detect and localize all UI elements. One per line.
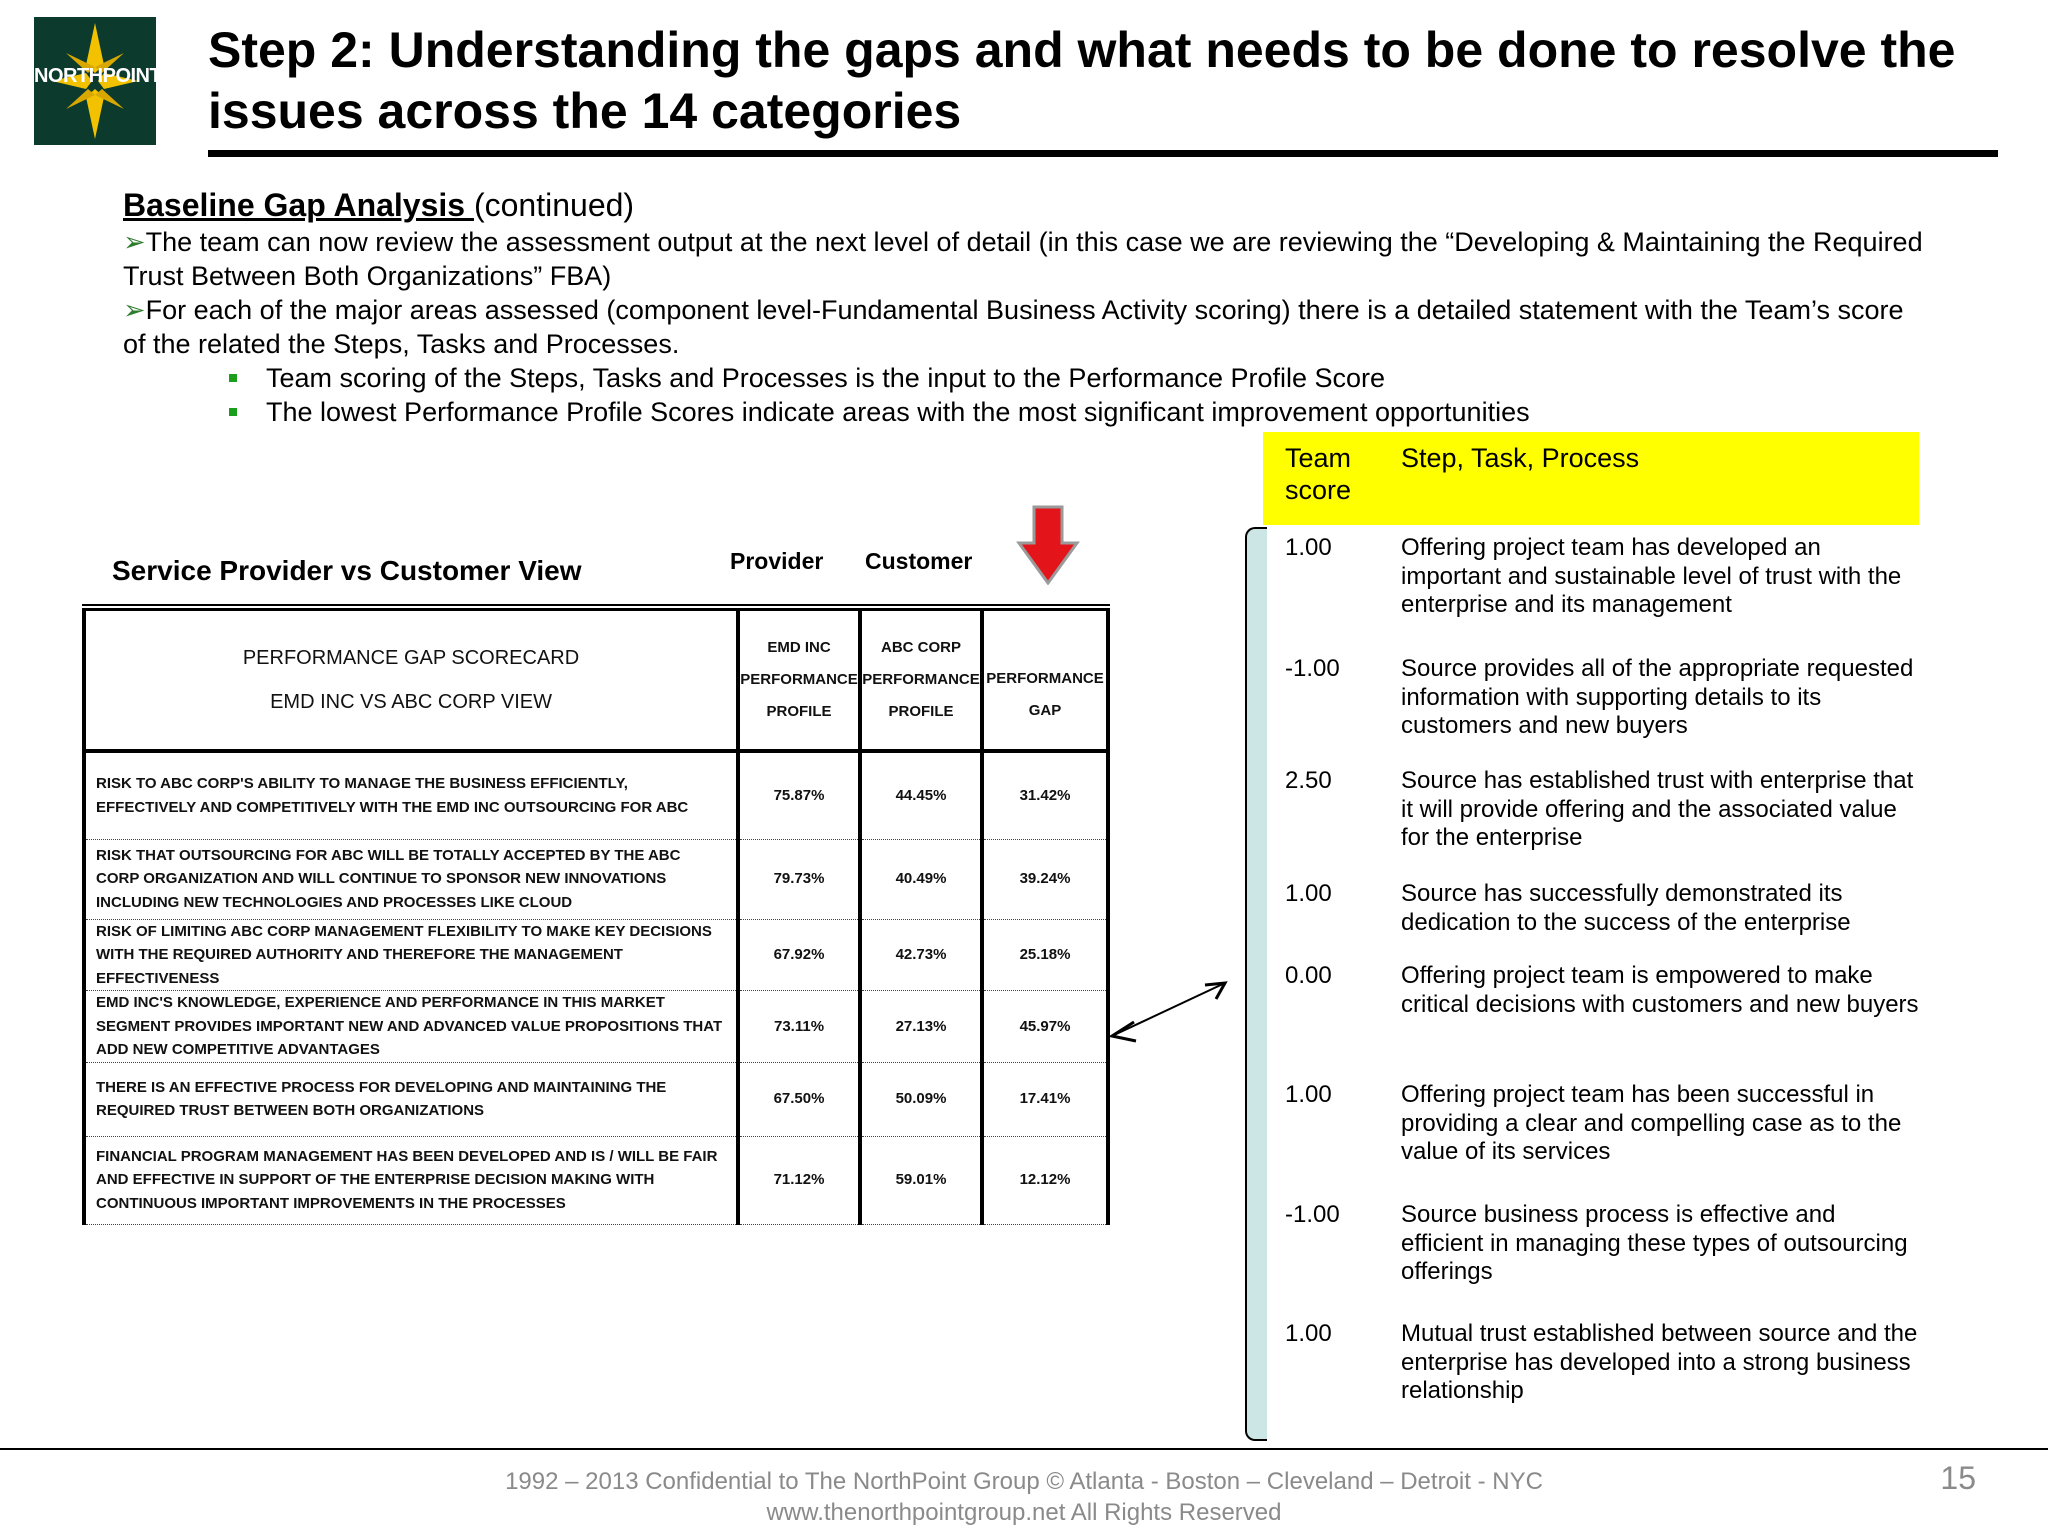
- gap-value: 25.18%: [982, 919, 1108, 991]
- northpoint-logo: [34, 17, 162, 145]
- customer-value: 42.73%: [860, 919, 982, 991]
- team-score-value: 1.00: [1285, 880, 1332, 907]
- team-score-value: 2.50: [1285, 767, 1332, 794]
- table-row: [84, 839, 1108, 919]
- bracket: [1245, 527, 1267, 1441]
- step-text: Source has successfully demonstrated its dedication to the success of the enterprise: [1401, 880, 1851, 936]
- team-score-value: 0.00: [1285, 962, 1332, 989]
- intro-bullet: ➢The team can now review the assessment output at the next level of detail (in this case we are reviewing the “Developing & Maintaining the Required Trust Between Both Organizations” FBA): [123, 227, 1923, 291]
- section-heading: [123, 185, 1923, 225]
- connector-arrow-icon: [1100, 975, 1240, 1055]
- team-score-label: Team score: [1285, 443, 1352, 505]
- row-label: RISK THAT OUTSOURCING FOR ABC WILL BE TOTALLY ACCEPTED BY THE ABC CORP ORGANIZATION AND WILL CONTINUE TO SPONSOR NEW INNOVATIONS INCLUDING NEW TECHNOLOGIES AND PROCESSES LIKE CLOUD: [84, 839, 738, 919]
- footer: [0, 1466, 2048, 1528]
- table-top-rule: [82, 604, 1110, 606]
- heading-main: Baseline Gap Analysis: [123, 187, 474, 223]
- provider-value: 73.11%: [738, 991, 860, 1063]
- gap-value: 39.24%: [982, 839, 1108, 919]
- row-label: THERE IS AN EFFECTIVE PROCESS FOR DEVELOPING AND MAINTAINING THE REQUIRED TRUST BETWEEN BOTH ORGANIZATIONS: [84, 1062, 738, 1136]
- footer-line-1: 1992 – 2013 Confidential to The NorthPoint Group © Atlanta - Boston – Cleveland – Detroit - NYC: [505, 1468, 1543, 1495]
- sub-bullet: The lowest Performance Profile Scores indicate areas with the most significant improvement opportunities: [226, 395, 1923, 429]
- gap-value: 31.42%: [982, 751, 1108, 839]
- step-text: Source provides all of the appropriate requested information with supporting details to its customers and new buyers: [1401, 655, 1914, 739]
- provider-value: 75.87%: [738, 751, 860, 839]
- footer-line-2: www.thenorthpointgroup.net All Rights Reserved: [766, 1499, 1282, 1526]
- team-score-value: 1.00: [1285, 1320, 1332, 1347]
- footer-rule: [0, 1448, 2048, 1450]
- row-label: RISK TO ABC CORP'S ABILITY TO MANAGE THE BUSINESS EFFICIENTLY, EFFECTIVELY AND COMPETITIVELY WITH THE EMD INC OUTSOURCING FOR ABC: [84, 751, 738, 839]
- row-label: EMD INC'S KNOWLEDGE, EXPERIENCE AND PERFORMANCE IN THIS MARKET SEGMENT PROVIDES IMPORTANT NEW AND ADVANCED VALUE PROPOSITIONS THAT ADD NEW COMPETITIVE ADVANTAGES: [84, 991, 738, 1063]
- step-task-process-label: Step, Task, Process: [1401, 443, 1640, 473]
- provider-label: Provider: [730, 548, 824, 574]
- title-underline: [208, 150, 1998, 157]
- performance-gap-header: PERFORMANCE GAP: [982, 610, 1108, 752]
- provider-value: 67.50%: [738, 1062, 860, 1136]
- row-label: RISK OF LIMITING ABC CORP MANAGEMENT FLEXIBILITY TO MAKE KEY DECISIONS WITH THE REQUIRED AUTHORITY AND THEREFORE THE MANAGEMENT EFFECTIVENESS: [84, 919, 738, 991]
- gap-value: 45.97%: [982, 991, 1108, 1063]
- step-text: Offering project team has developed an important and sustainable level of trust with the enterprise and its management: [1401, 534, 1902, 618]
- performance-gap-scorecard: [82, 608, 1110, 1225]
- row-label: FINANCIAL PROGRAM MANAGEMENT HAS BEEN DEVELOPED AND IS / WILL BE FAIR AND EFFECTIVE IN SUPPORT OF THE ENTERPRISE DECISION MAKING WITH CONTINUOUS IMPORTANT IMPROVEMENTS IN THE PROCESSES: [84, 1136, 738, 1224]
- step-text: Offering project team is empowered to make critical decisions with customers and new buyers: [1401, 962, 1919, 1018]
- scorecard-section-title: Service Provider vs Customer View: [112, 555, 582, 586]
- team-score-value: -1.00: [1285, 655, 1340, 682]
- customer-value: 50.09%: [860, 1062, 982, 1136]
- table-row: [84, 751, 1108, 839]
- intro-section: [123, 185, 1923, 429]
- table-row: [84, 1062, 1108, 1136]
- customer-profile-header: ABC CORP PERFORMANCE PROFILE: [860, 610, 982, 752]
- sub-bullet: Team scoring of the Steps, Tasks and Processes is the input to the Performance Profile Score: [226, 361, 1923, 395]
- team-score-value: 1.00: [1285, 534, 1332, 561]
- customer-value: 27.13%: [860, 991, 982, 1063]
- sub-bullet-list: [123, 361, 1923, 429]
- table-row: [84, 919, 1108, 991]
- page-number: 15: [1940, 1460, 1976, 1496]
- team-score-value: 1.00: [1285, 1081, 1332, 1108]
- step-text: Source has established trust with enterprise that it will provide offering and the associated value for the enterprise: [1401, 767, 1914, 851]
- gap-value: 17.41%: [982, 1062, 1108, 1136]
- heading-suffix: (continued): [473, 187, 635, 223]
- red-down-arrow-icon: [1015, 505, 1081, 585]
- team-score-value: -1.00: [1285, 1201, 1340, 1228]
- step-text: Source business process is effective and efficient in managing these types of outsourcing offerings: [1401, 1201, 1908, 1285]
- table-row: [84, 991, 1108, 1063]
- page-title: Step 2: Understanding the gaps and what needs to be done to resolve the issues across the 14 categories: [208, 22, 1956, 139]
- provider-value: 71.12%: [738, 1136, 860, 1224]
- arrow-bullet-icon: ➢: [123, 295, 146, 325]
- logo-text: NORTHPOINT: [34, 65, 162, 87]
- customer-value: 44.45%: [860, 751, 982, 839]
- provider-profile-header: EMD INC PERFORMANCE PROFILE: [738, 610, 860, 752]
- customer-value: 59.01%: [860, 1136, 982, 1224]
- provider-value: 67.92%: [738, 919, 860, 991]
- customer-label: Customer: [865, 548, 973, 574]
- gap-value: 12.12%: [982, 1136, 1108, 1224]
- scorecard-header-row: [84, 610, 1108, 752]
- provider-value: 79.73%: [738, 839, 860, 919]
- team-score-header: [1263, 432, 1919, 525]
- customer-value: 40.49%: [860, 839, 982, 919]
- arrow-bullet-icon: ➢: [123, 227, 146, 257]
- table-row: [84, 1136, 1108, 1224]
- step-text: Offering project team has been successful in providing a clear and compelling case as to the value of its services: [1401, 1081, 1902, 1165]
- step-text: Mutual trust established between source and the enterprise has developed into a strong business relationship: [1401, 1320, 1918, 1404]
- scorecard-title-cell: PERFORMANCE GAP SCORECARD EMD INC VS ABC CORP VIEW: [84, 610, 738, 752]
- intro-bullet: ➢For each of the major areas assessed (component level-Fundamental Business Activity scoring) there is a detailed statement with the Team’s score of the related the Steps, Tasks and Processes.: [123, 295, 1904, 359]
